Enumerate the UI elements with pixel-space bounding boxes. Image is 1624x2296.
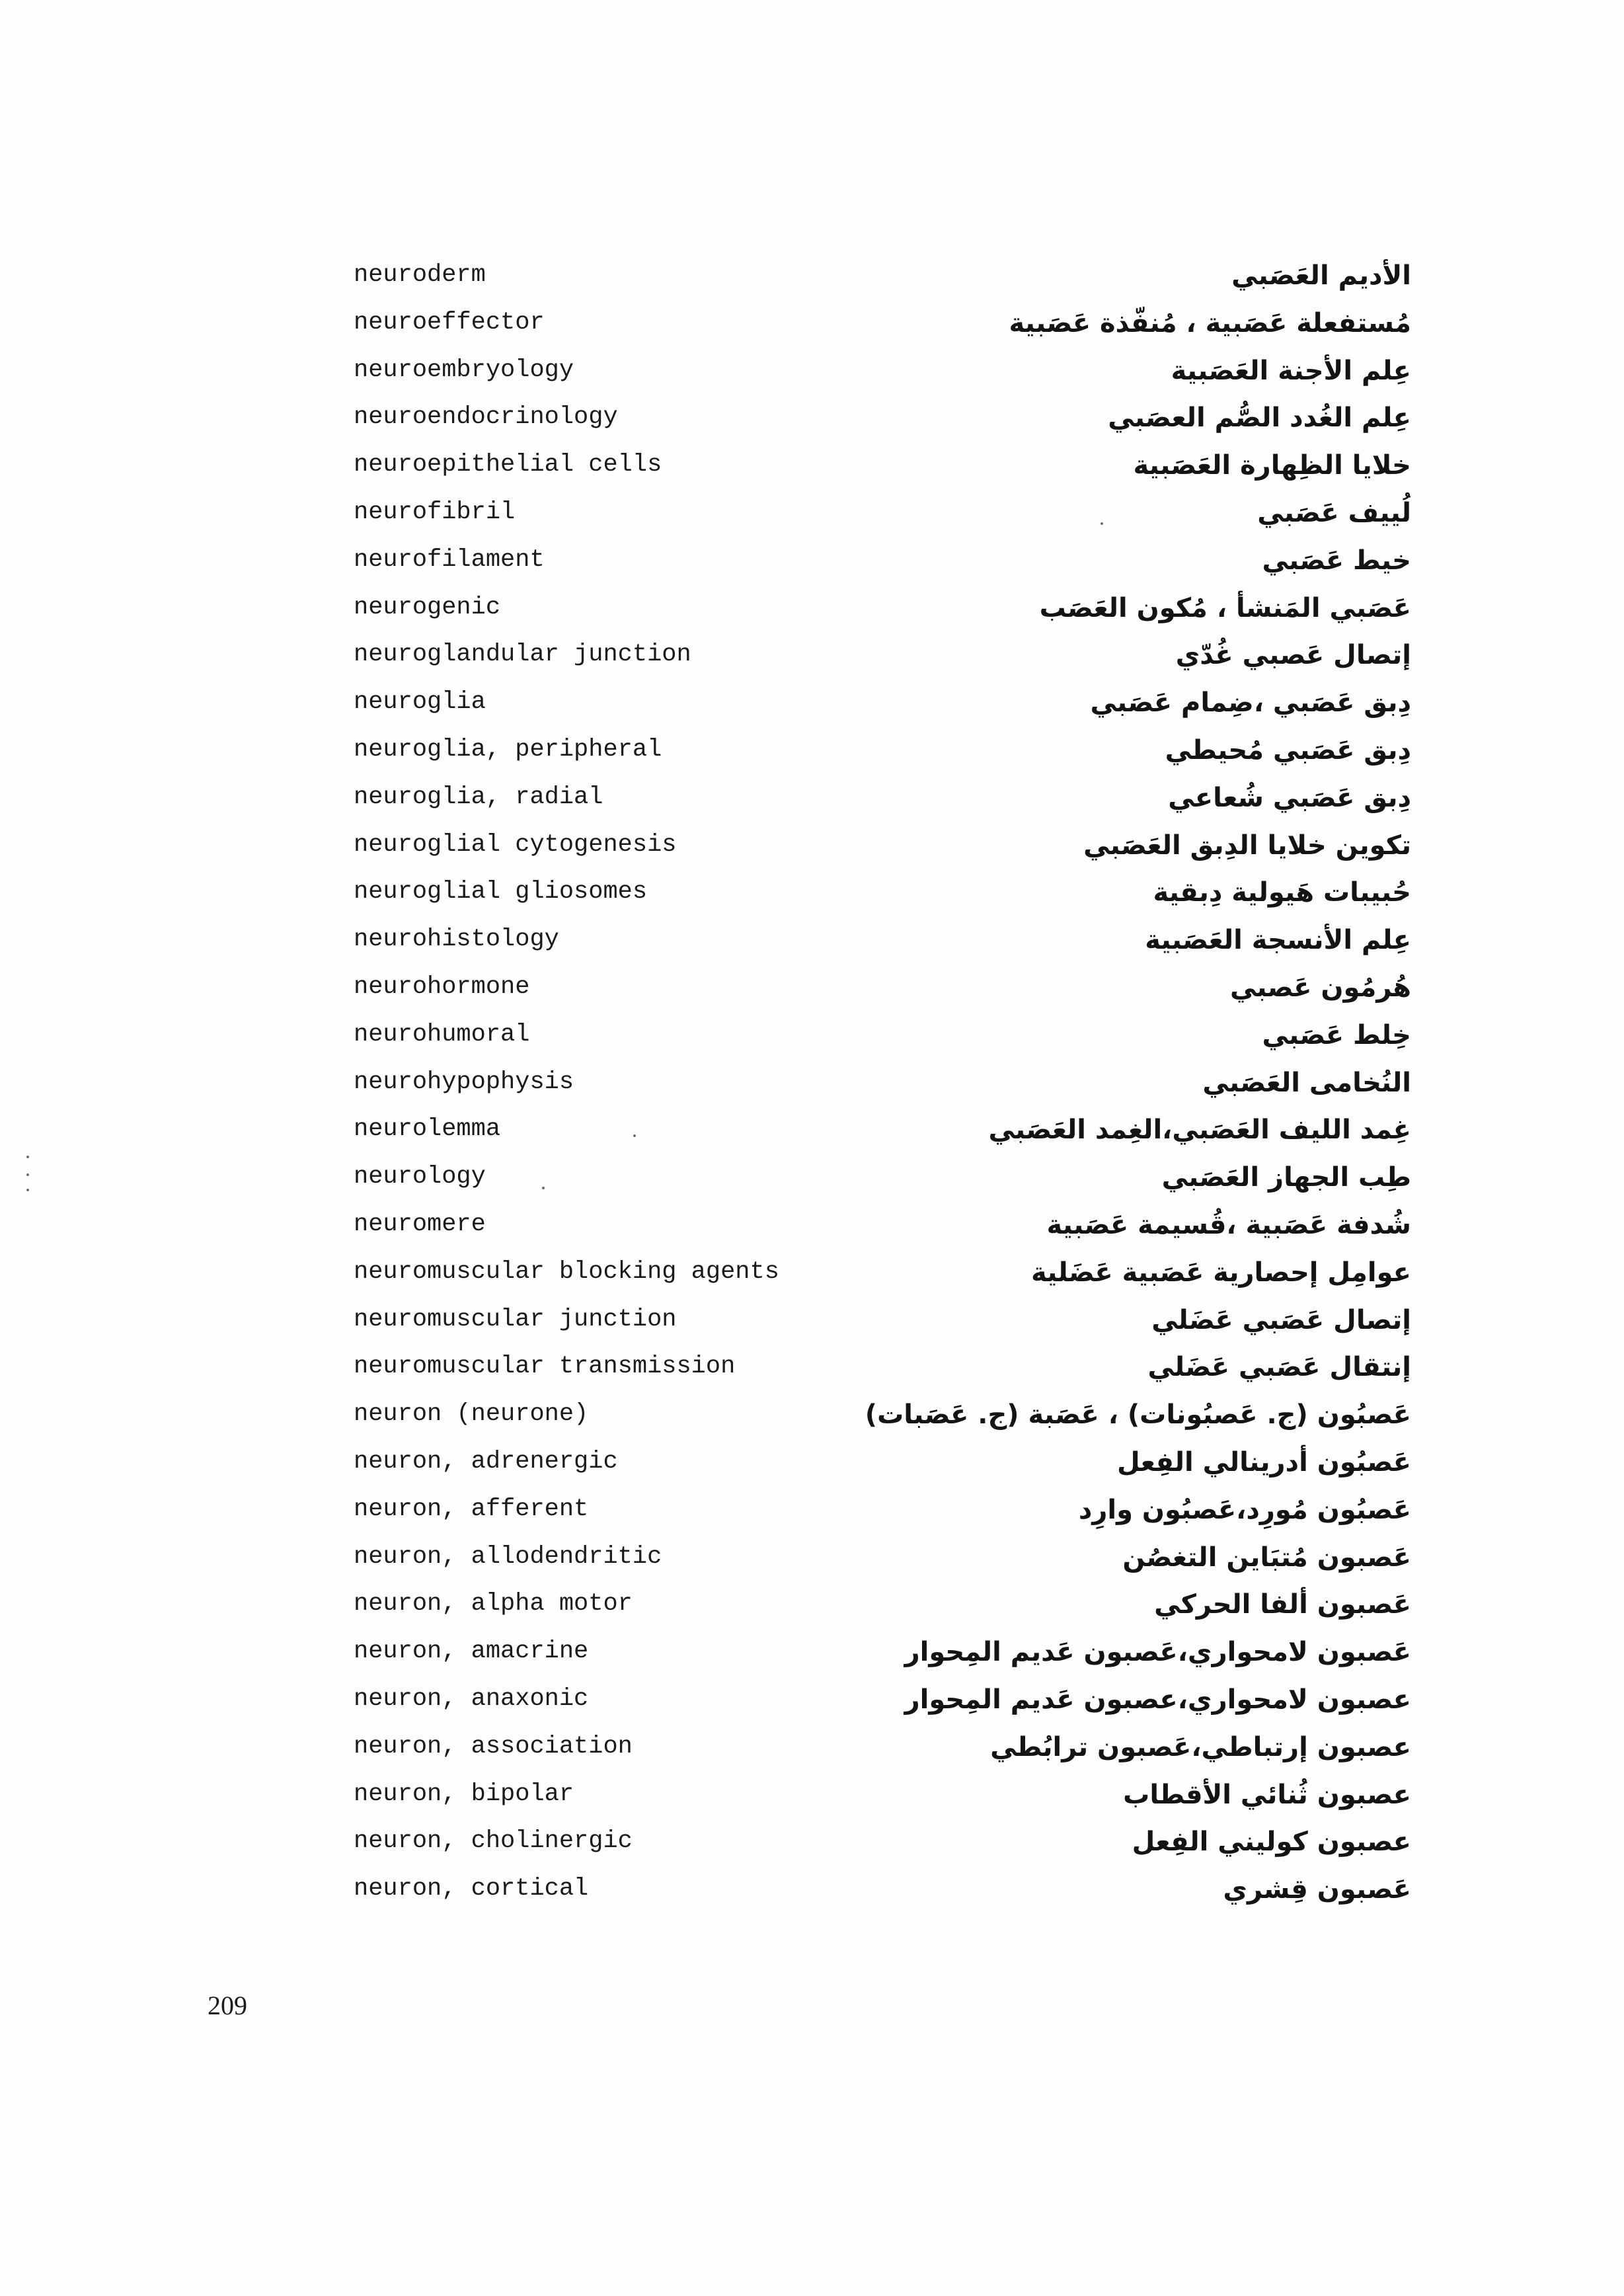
arabic-term: عَصَبي المَنشأ ، مُكون العَصَب	[1039, 592, 1411, 623]
arabic-term: عَصبُون مُورِد،عَصبُون وارِد	[1078, 1494, 1411, 1525]
scan-speck	[1101, 522, 1103, 525]
english-term: neuron, association	[354, 1732, 633, 1761]
list-item	[354, 1538, 1411, 1586]
scan-speck	[26, 1189, 29, 1191]
list-item	[354, 1348, 1411, 1396]
list-item	[354, 873, 1411, 921]
english-term: neuromere	[354, 1210, 486, 1238]
english-term: neuromuscular blocking agents	[354, 1257, 779, 1286]
arabic-term: لُييف عَصَبي	[1257, 497, 1411, 528]
list-item	[354, 1253, 1411, 1301]
glossary-list	[354, 257, 1411, 1918]
list-item	[354, 1443, 1411, 1491]
list-item	[354, 826, 1411, 874]
arabic-term: عَصبُون (ج. عَصبُونات) ، عَصَبة (ج. عَصَبات)	[865, 1400, 1411, 1431]
arabic-term: عصبون ثُنائي الأقطاب	[1123, 1779, 1411, 1810]
arabic-term: عَصبون قِشري	[1223, 1874, 1411, 1905]
page-number: 209	[208, 1991, 247, 2020]
english-term: neurofibril	[354, 498, 516, 526]
list-item	[354, 352, 1411, 399]
english-term: neuroglia	[354, 688, 486, 717]
arabic-term: خيط عَصَبي	[1262, 545, 1411, 576]
list-item	[354, 1633, 1411, 1681]
list-item	[354, 1870, 1411, 1918]
english-term: neurohumoral	[354, 1020, 530, 1049]
arabic-term: عَصبون ألفا الحركي	[1154, 1589, 1411, 1620]
english-term: neuron, alpha motor	[354, 1590, 633, 1618]
english-term: neuroglia, peripheral	[354, 735, 662, 764]
list-item	[354, 304, 1411, 352]
english-term: neuroglia, radial	[354, 783, 603, 811]
english-term: neuron, amacrine	[354, 1638, 589, 1666]
list-item	[354, 589, 1411, 637]
english-term: neuroglandular junction	[354, 641, 691, 669]
arabic-term: عِلم الغُدد الصُّم العصَبي	[1108, 403, 1411, 434]
english-term: neurohormone	[354, 972, 530, 1001]
arabic-term: طِب الجهاز العَصَبي	[1161, 1162, 1411, 1193]
english-term: neuroembryology	[354, 356, 574, 384]
english-term: neuron (neurone)	[354, 1400, 589, 1429]
english-term: neuron, cortical	[354, 1875, 589, 1903]
arabic-term: دِبق عَصَبي ،ضِمام عَصَبي	[1090, 688, 1411, 719]
arabic-term: عِلم الأنسجة العَصَبية	[1145, 925, 1411, 956]
list-item	[354, 921, 1411, 969]
arabic-term: شُدفة عَصَبية ،قُسيمة عَصَبية	[1046, 1209, 1411, 1240]
english-term: neurohypophysis	[354, 1068, 574, 1096]
list-item	[354, 1823, 1411, 1870]
english-term: neuromuscular transmission	[354, 1353, 736, 1381]
list-item	[354, 1158, 1411, 1206]
arabic-term: عصبون كوليني الفِعل	[1132, 1827, 1411, 1858]
arabic-term: عصبون لامحواري،عصبون عَديم المِحوار	[904, 1684, 1411, 1715]
arabic-term: مُستفعلة عَصَبية ، مُنفّذة عَصَبية	[1009, 307, 1411, 338]
english-term: neuroderm	[354, 261, 486, 289]
list-item	[354, 257, 1411, 304]
arabic-term: عَصبون مُتبَاين التغصُن	[1122, 1542, 1411, 1573]
english-term: neuron, allodendritic	[354, 1542, 662, 1571]
arabic-term: إتصال عَصبي غُدّي	[1175, 640, 1411, 671]
english-term: neuroepithelial cells	[354, 451, 662, 479]
english-term: neurofilament	[354, 545, 545, 574]
arabic-term: خِلط عَصَبي	[1262, 1019, 1411, 1050]
list-item	[354, 494, 1411, 541]
arabic-term: عِلم الأجنة العَصَبية	[1171, 355, 1411, 386]
list-item	[354, 1064, 1411, 1111]
list-item	[354, 541, 1411, 589]
arabic-term: خلايا الظِهارة العَصَبية	[1133, 450, 1411, 481]
arabic-term: عَصبون لامحواري،عَصبون عَديم المِحوار	[904, 1637, 1411, 1668]
english-term: neuroglial cytogenesis	[354, 830, 677, 859]
list-item	[354, 446, 1411, 494]
english-term: neuroglial gliosomes	[354, 878, 648, 906]
list-item	[354, 1016, 1411, 1064]
arabic-term: حُبيبات هَيولية دِبقية	[1153, 877, 1411, 908]
arabic-term: غِمد الليف العَصَبي،الغِمد العَصَبي	[988, 1115, 1411, 1146]
list-item	[354, 399, 1411, 446]
arabic-term: النُخامى العَصَبي	[1202, 1067, 1411, 1098]
arabic-term: الأديم العَصَبي	[1231, 260, 1411, 291]
english-term: neuromuscular junction	[354, 1305, 677, 1333]
arabic-term: دِبق عَصَبي مُحيطي	[1165, 734, 1411, 766]
list-item	[354, 1206, 1411, 1253]
english-term: neurology	[354, 1163, 486, 1191]
list-item	[354, 969, 1411, 1016]
arabic-term: هُرمُون عَصبي	[1229, 972, 1411, 1003]
list-item	[354, 1728, 1411, 1776]
scan-speck	[26, 1173, 29, 1176]
scan-speck	[542, 1187, 545, 1189]
list-item	[354, 1776, 1411, 1823]
list-item	[354, 636, 1411, 684]
english-term: neuron, anaxonic	[354, 1684, 589, 1713]
arabic-term: تكوين خلايا الدِبق العَصَبي	[1083, 830, 1411, 861]
english-term: neurohistology	[354, 926, 559, 954]
english-term: neurolemma	[354, 1115, 501, 1144]
scan-speck	[633, 1134, 636, 1137]
arabic-term: عوامِل إحصارية عَصَبية عَضَلية	[1031, 1257, 1411, 1288]
english-term: neuroendocrinology	[354, 403, 618, 432]
list-item	[354, 1111, 1411, 1158]
arabic-term: إتصال عَصَبي عَضَلي	[1151, 1304, 1411, 1335]
arabic-term: دِبق عَصَبي شُعاعي	[1168, 782, 1411, 813]
english-term: neuron, bipolar	[354, 1780, 574, 1808]
list-item	[354, 1396, 1411, 1443]
english-term: neurogenic	[354, 593, 501, 621]
arabic-term: عَصبُون أدرينالي الفِعل	[1116, 1446, 1411, 1478]
list-item	[354, 731, 1411, 779]
arabic-term: عصبون إرتباطي،عَصبون ترابُطي	[990, 1731, 1411, 1762]
list-item	[354, 1585, 1411, 1633]
english-term: neuroeffector	[354, 308, 545, 336]
list-item	[354, 779, 1411, 826]
english-term: neuron, cholinergic	[354, 1827, 633, 1856]
english-term: neuron, adrenergic	[354, 1447, 618, 1476]
list-item	[354, 684, 1411, 731]
scan-speck	[26, 1156, 29, 1158]
english-term: neuron, afferent	[354, 1495, 589, 1523]
arabic-term: إنتقال عَصَبي عَضَلي	[1147, 1352, 1411, 1383]
list-item	[354, 1301, 1411, 1349]
list-item	[354, 1681, 1411, 1728]
list-item	[354, 1491, 1411, 1538]
